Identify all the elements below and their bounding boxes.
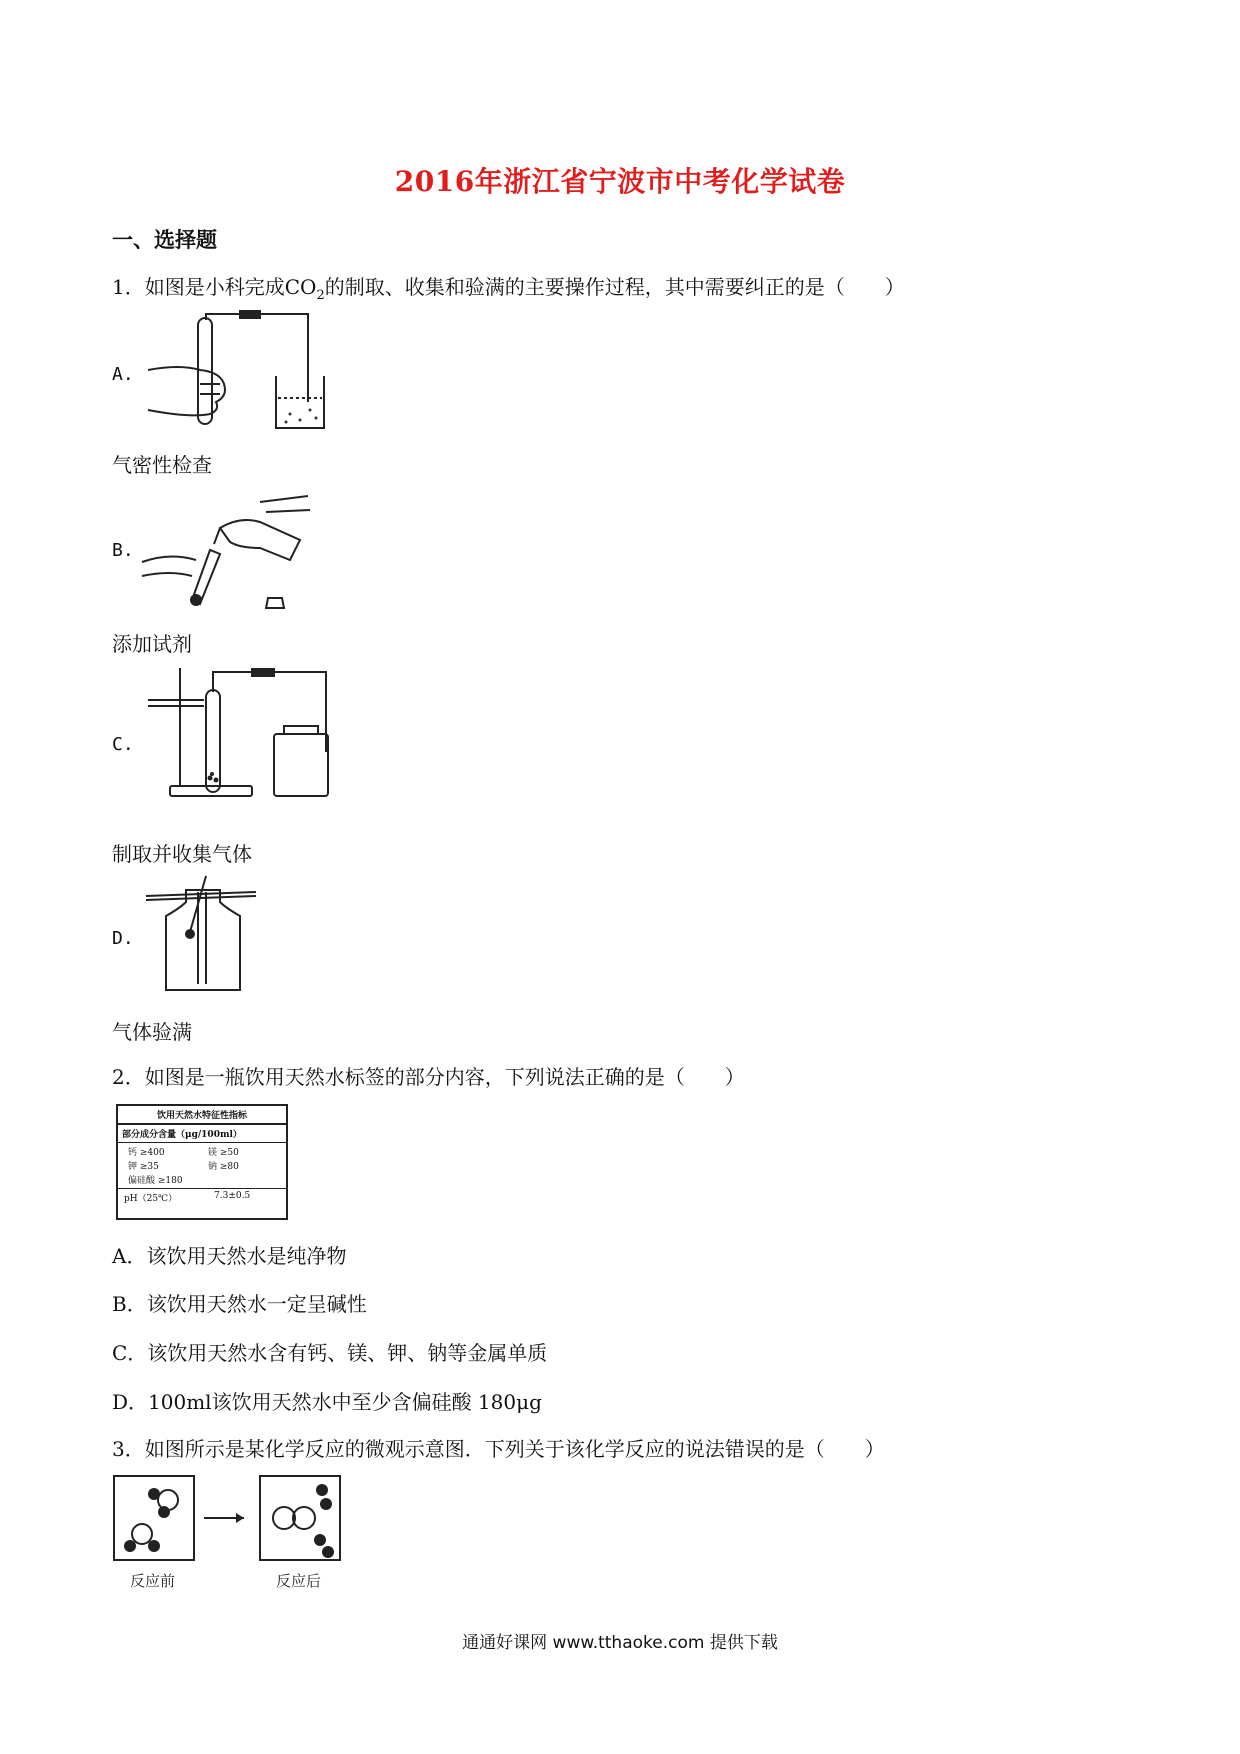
label-ph-row bbox=[118, 1189, 286, 1206]
stand-test-tube-bottle-icon bbox=[144, 664, 334, 800]
footer-text: 通通好课网 www.tthaoke.com 提供下载 bbox=[462, 1633, 778, 1653]
option-d-letter: D. bbox=[112, 928, 134, 949]
reaction-micro-diagram bbox=[112, 1474, 348, 1592]
bottle-with-match-icon bbox=[146, 872, 256, 994]
before-label: 反应前 bbox=[130, 1572, 176, 1590]
label-subheading: 部分成分含量（μg/100ml） bbox=[118, 1125, 286, 1143]
label-ph-label: pH（25℃） bbox=[124, 1194, 178, 1204]
water-label-table bbox=[116, 1104, 288, 1220]
option-c-letter: C. bbox=[112, 734, 134, 755]
q2-option-c: C．该饮用天然水含有钙、镁、钾、钠等金属单质 bbox=[112, 1341, 548, 1365]
option-c-caption: 制取并收集气体 bbox=[112, 842, 252, 866]
q2-option-d: D．100ml该饮用天然水中至少含偏硅酸 180μg bbox=[112, 1390, 542, 1414]
label-cell: 钠 ≥80 bbox=[208, 1162, 239, 1172]
label-row bbox=[118, 1158, 286, 1172]
option-a-letter: A. bbox=[112, 364, 134, 385]
option-a-caption: 气密性检查 bbox=[112, 453, 212, 477]
question-2-text: 2．如图是一瓶饮用天然水标签的部分内容，下列说法正确的是（ ） bbox=[112, 1065, 745, 1089]
after-label: 反应后 bbox=[276, 1572, 322, 1590]
section-heading: 一、选择题 bbox=[112, 227, 217, 252]
label-cell: 钾 ≥35 bbox=[128, 1162, 159, 1172]
question-1 bbox=[112, 274, 905, 309]
label-heading: 饮用天然水特征性指标 bbox=[118, 1106, 286, 1125]
option-d-caption: 气体验满 bbox=[112, 1020, 192, 1044]
label-cell: 钙 ≥400 bbox=[128, 1148, 165, 1158]
page-title: 2016年浙江省宁波市中考化学试卷 bbox=[394, 165, 846, 198]
hand-test-tube-beaker-icon bbox=[140, 310, 340, 435]
q2-option-a: A．该饮用天然水是纯净物 bbox=[112, 1244, 347, 1268]
question-1-text-before: 1．如图是小科完成CO bbox=[112, 275, 317, 299]
option-b-letter: B. bbox=[112, 540, 134, 561]
label-ph-value: 7.3±0.5 bbox=[214, 1191, 251, 1201]
q2-option-b: B．该饮用天然水一定呈碱性 bbox=[112, 1292, 367, 1316]
question-3-text: 3．如图所示是某化学反应的微观示意图．下列关于该化学反应的说法错误的是（ ） bbox=[112, 1437, 885, 1461]
label-cell: 偏硅酸 ≥180 bbox=[128, 1176, 183, 1186]
label-row bbox=[118, 1172, 286, 1189]
label-cell: 镁 ≥50 bbox=[208, 1148, 239, 1158]
question-1-text-after: 的制取、收集和验满的主要操作过程，其中需要纠正的是（ ） bbox=[324, 275, 905, 299]
label-row bbox=[118, 1143, 286, 1158]
question-1-subscript: 2 bbox=[316, 288, 325, 303]
option-b-caption: 添加试剂 bbox=[112, 632, 192, 656]
pouring-reagent-icon bbox=[140, 488, 320, 616]
